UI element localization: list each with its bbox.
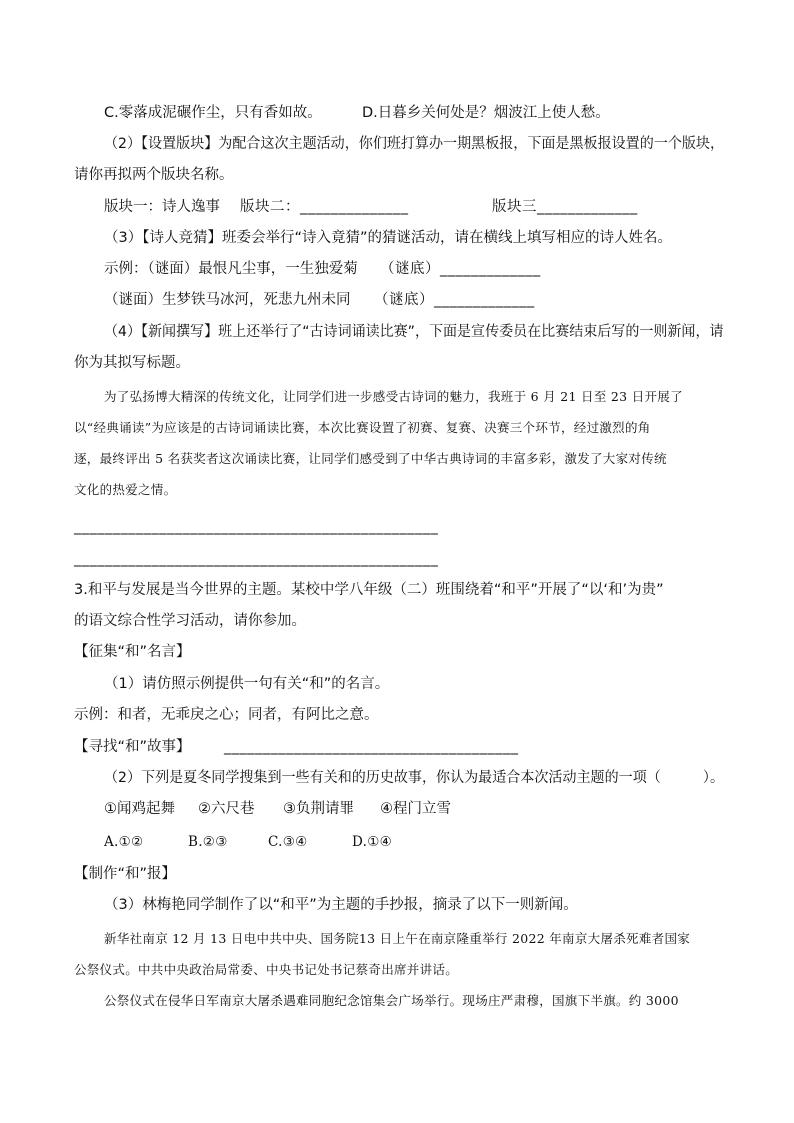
block-three-blank[interactable]: 版块三_____________ bbox=[492, 199, 638, 215]
xinhua-news-line: 公祭仪式。中共中央政治局常委、中央书记处书记蔡奇出席并讲话。 bbox=[74, 962, 459, 977]
question-2-text: （2）【设置版块】为配合这次主题活动，你们班打算办一期黑板报，下面是黑板报设置的一个版块， bbox=[104, 136, 725, 152]
answer-choice-a[interactable]: A.①② bbox=[104, 834, 144, 850]
option-d: D.日暮乡关何处是？烟波江上使人愁。 bbox=[362, 105, 610, 121]
story-question: （2）下列是夏冬同学搜集到一些有关和的历史故事，你认为最适合本次活动主题的一项（ ）。 bbox=[104, 770, 725, 786]
block-one-label: 版块一：诗人逸事 bbox=[104, 199, 220, 215]
story-option-1: ①闻鸡起舞 bbox=[104, 801, 175, 817]
quote-answer-blank[interactable]: ______________________________________ bbox=[224, 739, 519, 755]
section-3-intro: 3.和平与发展是当今世界的主题。某校中学八年级（二）班围绕着“和平”开展了“以‘和’为贵” bbox=[74, 582, 664, 598]
news-paragraph-line: 以“经典诵读”为应该是的古诗词诵读比赛，本次比赛设置了初赛、复赛、决赛三个环节，经过激烈的角 bbox=[74, 420, 651, 435]
quote-example: 示例：和者，无乖戾之心；同者，有阿比之意。 bbox=[74, 707, 379, 723]
riddle-example: 示例：（谜面）最恨凡尘事，一生独爱菊 bbox=[104, 261, 358, 277]
xinhua-news-line: 新华社南京 12 月 13 日电中共中央、国务院13 日上午在南京隆重举行 2022 年南京大屠杀死难者国家 bbox=[104, 931, 691, 946]
question-2-text-cont: 请你再拟两个版块名称。 bbox=[74, 167, 234, 183]
headline-answer-blank[interactable]: _______________________________________________ bbox=[74, 519, 439, 535]
story-option-2: ②六尺巷 bbox=[198, 801, 255, 817]
news-paragraph-line: 为了弘扬博大精深的传统文化，让同学们进一步感受古诗词的魅力，我班于 6 月 21 日至 23 日开展了 bbox=[104, 389, 683, 404]
story-option-4: ④程门立雪 bbox=[380, 801, 451, 817]
news-paragraph-line: 逐，最终评出 5 名获奖者这次诵读比赛，让同学们感受到了中华古典诗词的丰富多彩，激发了大家对传统 bbox=[74, 451, 667, 466]
block-two-blank[interactable]: 版块二：______________ bbox=[240, 199, 409, 215]
question-4-text: （4）【新闻撰写】班上还举行了“古诗词诵读比赛”，下面是宣传委员在比赛结束后写的一则新闻，请 bbox=[104, 324, 724, 340]
news-paragraph-line: 文化的热爱之情。 bbox=[74, 482, 177, 497]
answer-choice-c[interactable]: C.③④ bbox=[268, 834, 308, 850]
riddle-question: （谜面）生梦铁马冰河，死悲九州未同 bbox=[104, 292, 351, 308]
xinhua-news-line: 公祭仪式在侵华日军南京大屠杀遇难同胞纪念馆集会广场举行。现场庄严肃穆，国旗下半旗。约 3000 bbox=[104, 993, 679, 1008]
make-newspaper-heading: 【制作“和”报】 bbox=[74, 866, 177, 882]
newspaper-question: （3）林梅艳同学制作了以“和平”为主题的手抄报，摘录了以下一则新闻。 bbox=[104, 897, 578, 913]
headline-answer-blank[interactable]: _______________________________________________ bbox=[74, 551, 439, 567]
riddle-example-answer-blank[interactable]: （谜底）_____________ bbox=[380, 261, 541, 277]
option-c: C.零落成泥碾作尘，只有香如故。 bbox=[104, 105, 322, 121]
quote-question: （1）请仿照示例提供一句有关“和”的名言。 bbox=[104, 676, 390, 692]
question-3-text: （3）【诗人竞猜】班委会举行“诗入竟猜”的猜谜活动，请在横线上填写相应的诗人姓名。 bbox=[104, 230, 672, 246]
story-option-3: ③负荆请罪 bbox=[283, 801, 354, 817]
collect-quotes-heading: 【征集“和”名言】 bbox=[74, 644, 191, 660]
find-stories-heading: 【寻找“和”故事】 bbox=[74, 739, 191, 755]
answer-choice-d[interactable]: D.①④ bbox=[352, 834, 393, 850]
answer-choice-b[interactable]: B.②③ bbox=[188, 834, 228, 850]
section-3-intro-cont: 的语文综合性学习活动，请你参加。 bbox=[74, 613, 306, 629]
question-4-text-cont: 你为其拟写标题。 bbox=[74, 355, 190, 371]
riddle-answer-blank[interactable]: （谜底）_____________ bbox=[374, 292, 535, 308]
